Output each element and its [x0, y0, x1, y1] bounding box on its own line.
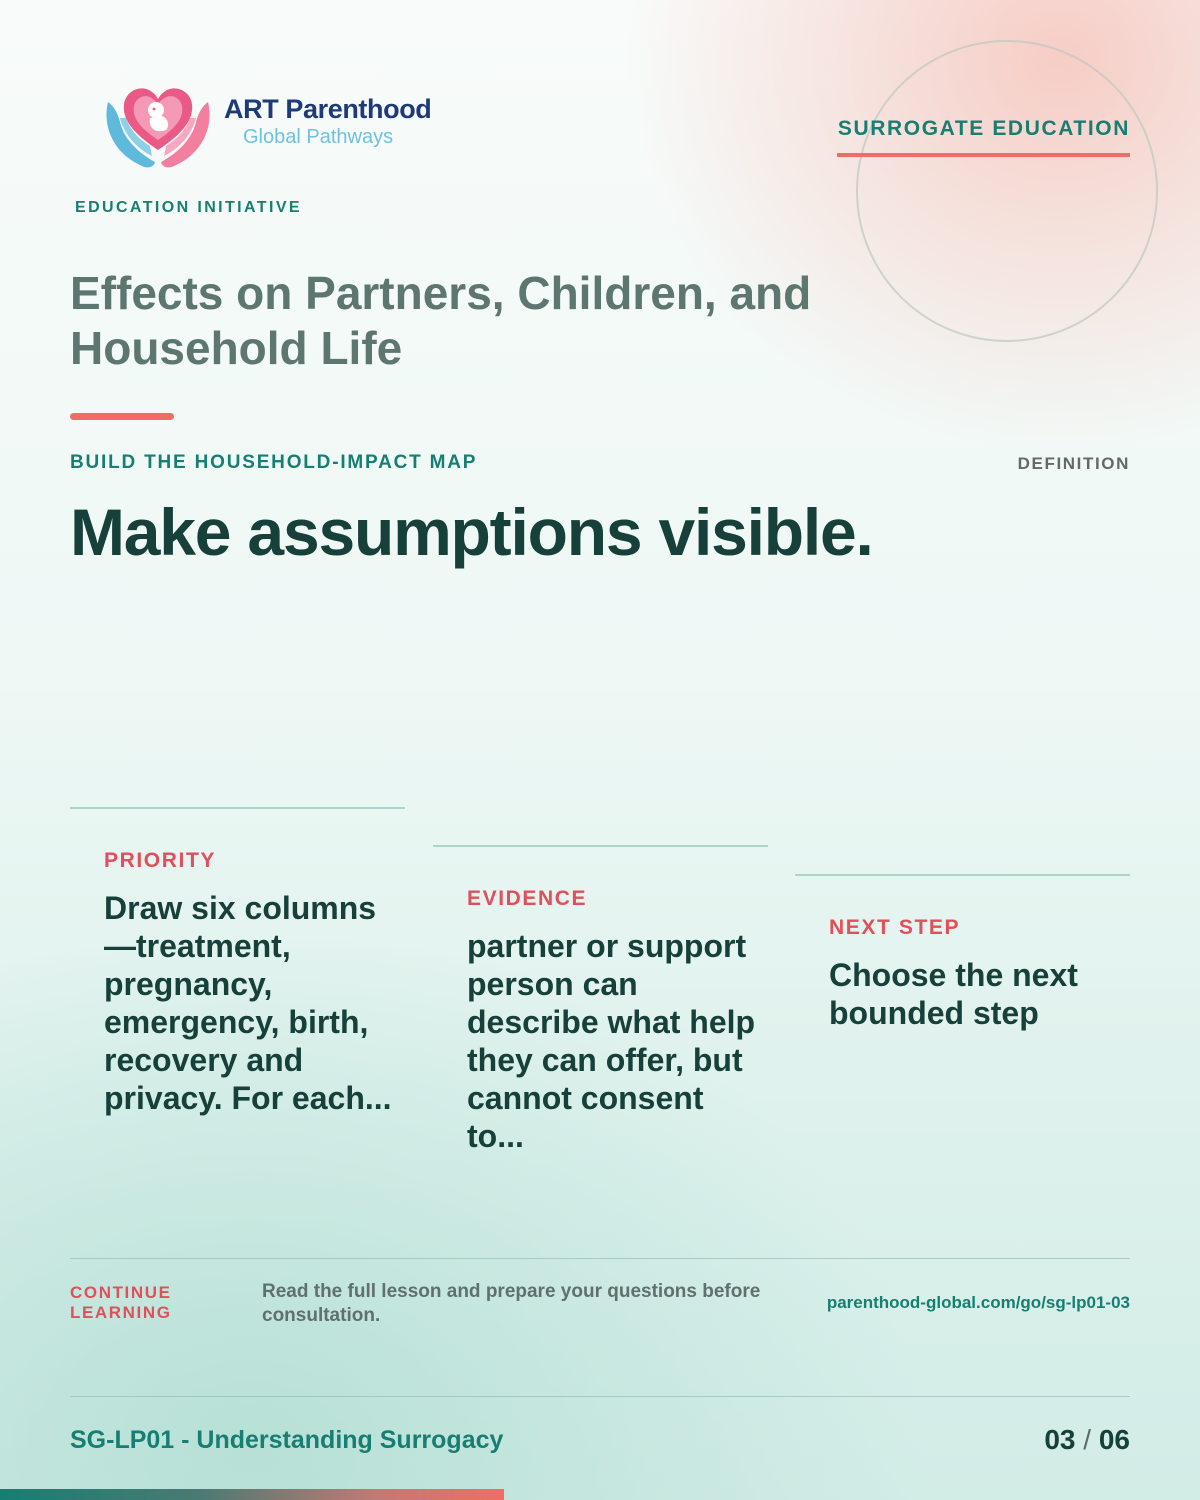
section-label: BUILD THE HOUSEHOLD-IMPACT MAP — [70, 452, 478, 473]
card-evidence — [433, 845, 768, 1154]
course-name: SG-LP01 - Understanding Surrogacy — [70, 1426, 504, 1454]
brand-name: ART Parenthood — [224, 94, 432, 124]
page-separator: / — [1083, 1424, 1092, 1455]
section-type-label: DEFINITION — [1017, 454, 1130, 473]
divider — [70, 1396, 1130, 1397]
title-accent-bar — [70, 413, 174, 420]
continue-learning-label: CONTINUE LEARNING — [70, 1283, 172, 1322]
decorative-circle — [856, 40, 1158, 342]
card-label: EVIDENCE — [467, 887, 588, 910]
brand-tagline: Global Pathways — [243, 126, 394, 148]
card-priority — [70, 807, 405, 1116]
page-total: 06 — [1098, 1424, 1130, 1455]
page-current: 03 — [1044, 1424, 1076, 1455]
card-next-step — [795, 874, 1130, 1031]
category-badge: SURROGATE EDUCATION — [837, 117, 1130, 140]
badge-underline — [837, 153, 1130, 157]
hands-heart-baby-icon — [100, 72, 216, 172]
continue-learning-text: Read the full lesson and prepare your questions before consultation. — [262, 1281, 761, 1326]
progress-bar — [0, 1489, 504, 1500]
section-headline: Make assumptions visible. — [70, 495, 873, 569]
divider — [70, 1258, 1130, 1259]
page-title: Effects on Partners, Children, and Household Life — [70, 267, 812, 374]
kicker-label: EDUCATION INITIATIVE — [75, 199, 302, 216]
card-label: NEXT STEP — [829, 916, 961, 939]
card-body: Choose the next bounded step — [829, 957, 1078, 1031]
card-body: Draw six columns—treatment, pregnancy, emergency, birth, recovery and privacy. For each... — [104, 890, 392, 1116]
lesson-link[interactable]: parenthood-global.com/go/sg-lp01-03 — [826, 1293, 1130, 1312]
page-indicator — [1044, 1424, 1130, 1456]
card-label: PRIORITY — [104, 849, 216, 872]
card-body: partner or support person can describe what help they can offer, but cannot consent to... — [467, 928, 756, 1154]
